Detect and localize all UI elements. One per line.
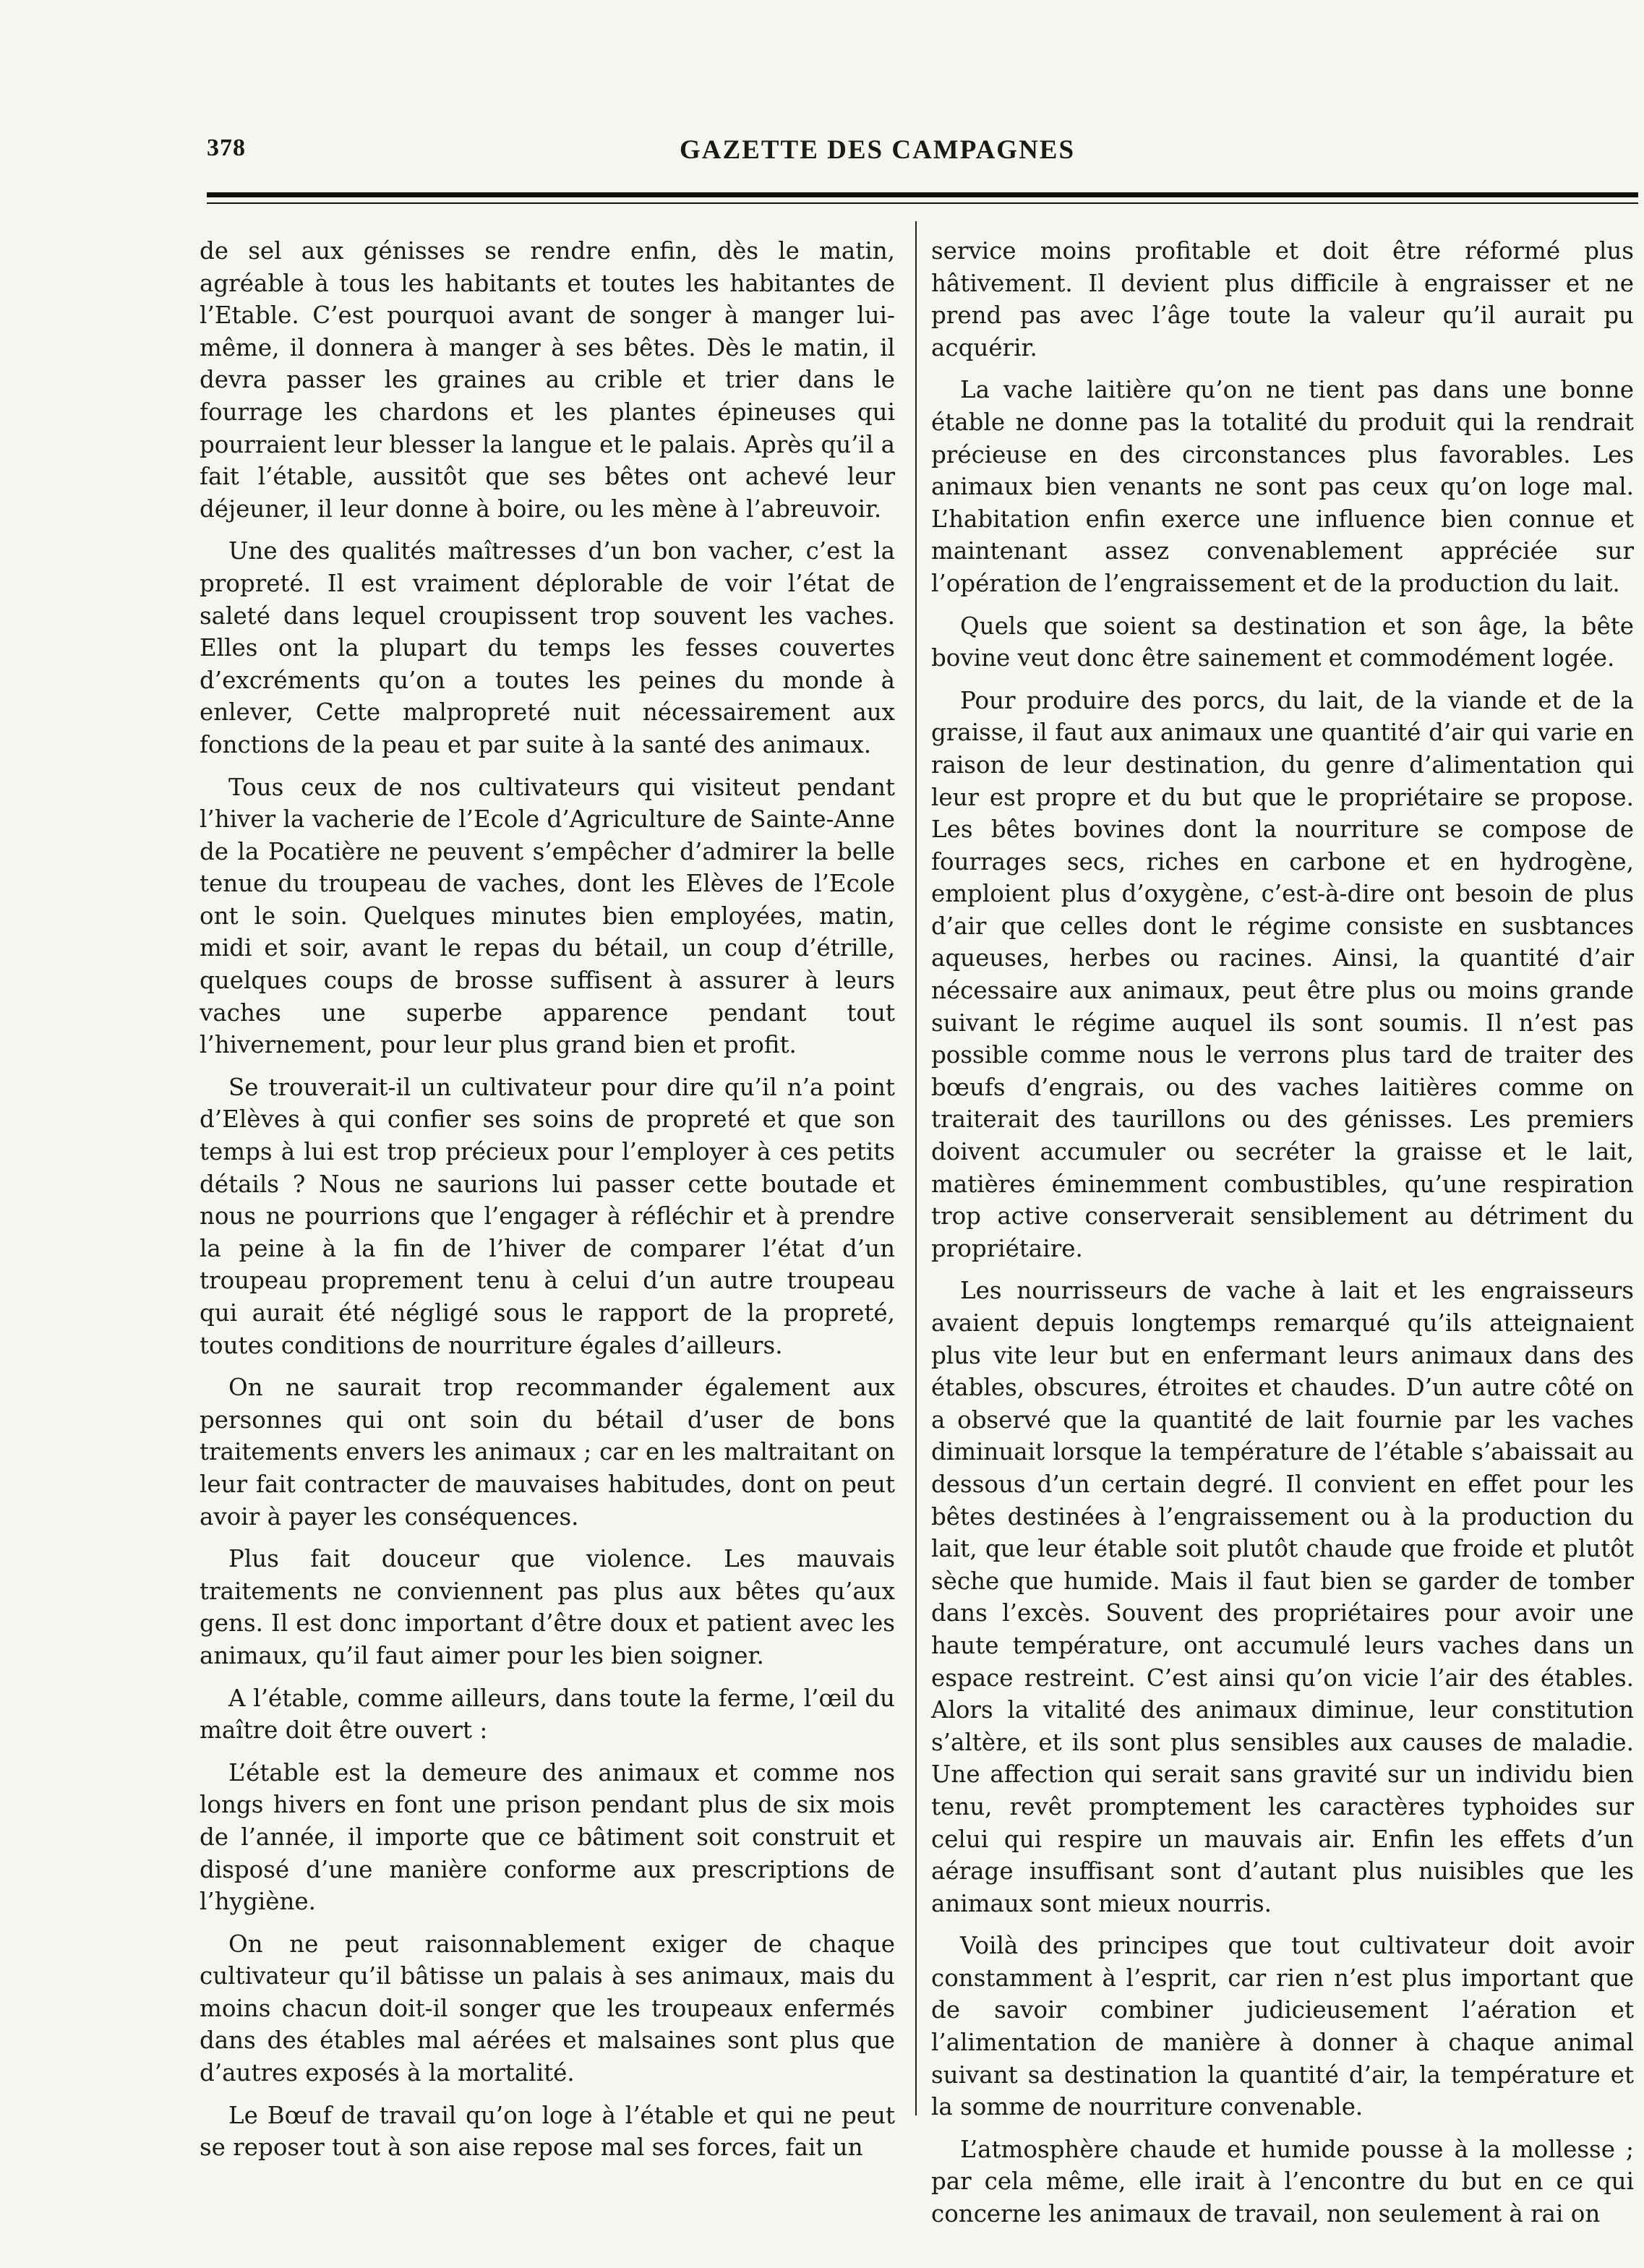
paragraph: La vache laitière qu’on ne tient pas dans une bonne étable ne donne pas la totalité du produit qui la rendrait précieuse en des circonstances plus favorables. Les animaux bien venants ne sont pas ceux qu’on loge mal. L’habitation enfin exerce une influence bien connue et maintenant assez convenablement appréciée sur l’opération de l’engraissement et de la production du lait. bbox=[931, 376, 1634, 597]
header-rule-thin bbox=[207, 202, 1638, 204]
paragraph: de sel aux génisses se rendre enfin, dès le matin, agréable à tous les habitants et toutes les habitantes de l’Etable. C’est pourquoi avant de songer à manger lui-même, il donnera à manger à ses bêtes. Dès le matin, il devra passer les graines au crible et trier dans le fourrage les chardons et les plantes épineuses qui pourraient leur blesser la langue et le palais. Après qu’il a fait l’étable, aussitôt que ses bêtes ont achevé leur déjeuner, il leur donne à boire, ou les mène à l’abreuvoir. bbox=[200, 237, 896, 523]
paragraph: Le Bœuf de travail qu’on loge à l’étable et qui ne peut se reposer tout à son aise repose mal ses forces, fait un bbox=[200, 2101, 895, 2162]
header-rule-thick bbox=[207, 192, 1638, 197]
paragraph: Se trouverait-il un cultivateur pour dire qu’il n’a point d’Elèves à qui confier ses soins de propreté et que son temps à lui est trop précieux pour l’employer à ces petits détails ? Nous ne saurions lui passer cette boutade et nous ne pourrions que l’engager à réfléchir et à prendre la peine à la fin de l’hiver de comparer l’état d’un troupeau proprement tenu à celui d’un autre troupeau qui aurait été négligé sous le rapport de la propreté, toutes conditions de nourriture égales d’ailleurs. bbox=[200, 1073, 895, 1359]
paragraph: Voilà des principes que tout cultivateur doit avoir constamment à l’esprit, car rien n’est plus important que de savoir combiner judicieusement l’aération et l’alimentation de manière à donner à chaque animal suivant sa destination la quantité d’air, la température et la somme de nourriture convenable. bbox=[931, 1932, 1634, 2121]
paragraph: Une des qualités maîtresses d’un bon vacher, c’est la propreté. Il est vraiment déplorable de voir l’état de saleté dans lequel croupissent trop souvent les vaches. Elles ont la plupart du temps les fesses couvertes d’excréments qu’on a toutes les peines du monde à enlever, Cette malpropreté nuit nécessairement aux fonctions de la peau et par suite à la santé des animaux. bbox=[200, 537, 895, 758]
paragraph: Pour produire des porcs, du lait, de la viande et de la graisse, il faut aux animaux une quantité d’air qui varie en raison de leur destination, du genre d’alimentation qui leur est propre et du but que le propriétaire se propose. Les bêtes bovines dont la nourriture se compose de fourrages secs, riches en carbone et en hydrogène, emploient plus d’oxygène, c’est-à-dire ont besoin de plus d’air que celles dont le régime consiste en susbtances aqueuses, herbes ou racines. Ainsi, la quantité d’air nécessaire aux animaux, peut être plus ou moins grande suivant le régime auquel ils sont soumis. Il n’est pas possible comme nous le verrons plus tard de traiter des bœufs d’engrais, ou des vaches laitières comme on traiterait des taurillons ou des génisses. Les premiers doivent accumuler ou secréter la graisse et le lait, matières éminemment combustibles, qu’une respiration trop active conserverait sensiblement au détriment du propriétaire. bbox=[931, 686, 1634, 1262]
paragraph: Plus fait douceur que violence. Les mauvais traitements ne conviennent pas plus aux bêtes qu’aux gens. Il est donc important d’être doux et patient avec les animaux, qu’il faut aimer pour les bien soigner. bbox=[200, 1545, 895, 1669]
paragraph: L’atmosphère chaude et humide pousse à la mollesse ; par cela même, elle irait à l’encontre du but en ce qui concerne les animaux de travail, non seulement à rai on bbox=[931, 2135, 1634, 2228]
paragraph: service moins profitable et doit être réformé plus hâtivement. Il devient plus difficile à engraisser et ne prend pas avec l’âge toute la valeur qu’il aurait pu acquérir. bbox=[931, 237, 1634, 361]
page-number: 378 bbox=[207, 134, 246, 161]
paragraph: A l’étable, comme ailleurs, dans toute la ferme, l’œil du maître doit être ouvert : bbox=[200, 1684, 895, 1745]
paragraph: Les nourrisseurs de vache à lait et les engraisseurs avaient depuis longtemps remarqué qu’ils atteignaient plus vite leur but en enfermant leurs animaux dans des étables, obscures, étroites et chaudes. D’un autre côté on a observé que la quantité de lait fournie par les vaches diminuait lorsque la température de l’étable s’abaissait au dessous d’un certain degré. Il convient en effet pour les bêtes destinées à l’engraissement ou à la production du lait, que leur étable soit plutôt chaude que froide et plutôt sèche que humide. Mais il faut bien se garder de tomber dans l’excès. Souvent des propriétaires pour avoir une haute température, ont accumulé leurs vaches dans un espace restreint. C’est ainsi qu’on vicie l’air des étables. Alors la vitalité des animaux diminue, leur constitution s’altère, et ils sont plus sensibles aux causes de maladie. Une affection qui serait sans gravité sur un individu bien tenu, revêt promptement les caractères typhoides sur celui qui respire un mauvais air. Enfin les effets d’un aérage insuffisant sont d’autant plus nuisibles que les animaux sont mieux nourris. bbox=[931, 1277, 1634, 1917]
right-column bbox=[931, 235, 1634, 2241]
paragraph: On ne peut raisonnablement exiger de chaque cultivateur qu’il bâtisse un palais à ses animaux, mais du moins chacun doit-il songer que les troupeaux enfermés dans des étables mal aérées et malsaines sont plus que d’autres exposés à la mortalité. bbox=[200, 1930, 895, 2087]
paragraph: Quels que soient sa destination et son âge, la bête bovine veut donc être sainement et commodément logée. bbox=[931, 612, 1634, 672]
paragraph: Tous ceux de nos cultivateurs qui visiteut pendant l’hiver la vacherie de l’Ecole d’Agriculture de Sainte-Anne de la Pocatière ne peuvent s’empêcher d’admirer la belle tenue du troupeau de vaches, dont les Elèves de l’Ecole ont le soin. Quelques minutes bien employées, matin, midi et soir, avant le repas du bétail, un coup d’étrille, quelques coups de brosse suffisent à assurer à leurs vaches une superbe apparence pendant tout l’hivernement, pour leur plus grand bien et profit. bbox=[200, 773, 895, 1059]
paragraph: L’étable est la demeure des animaux et comme nos longs hivers en font une prison pendant plus de six mois de l’année, il importe que ce bâtiment soit construit et disposé d’une manière conforme aux prescriptions de l’hygiène. bbox=[200, 1758, 895, 1916]
running-title: GAZETTE DES CAMPAGNES bbox=[680, 135, 1076, 165]
left-column bbox=[200, 235, 895, 2174]
column-divider bbox=[915, 221, 917, 2115]
paragraph: On ne saurait trop recommander également aux personnes qui ont soin du bétail d’user de bons traitements envers les animaux ; car en les maltraitant on leur fait contracter de mauvaises habitudes, dont on peut avoir à payer les conséquences. bbox=[200, 1374, 895, 1531]
